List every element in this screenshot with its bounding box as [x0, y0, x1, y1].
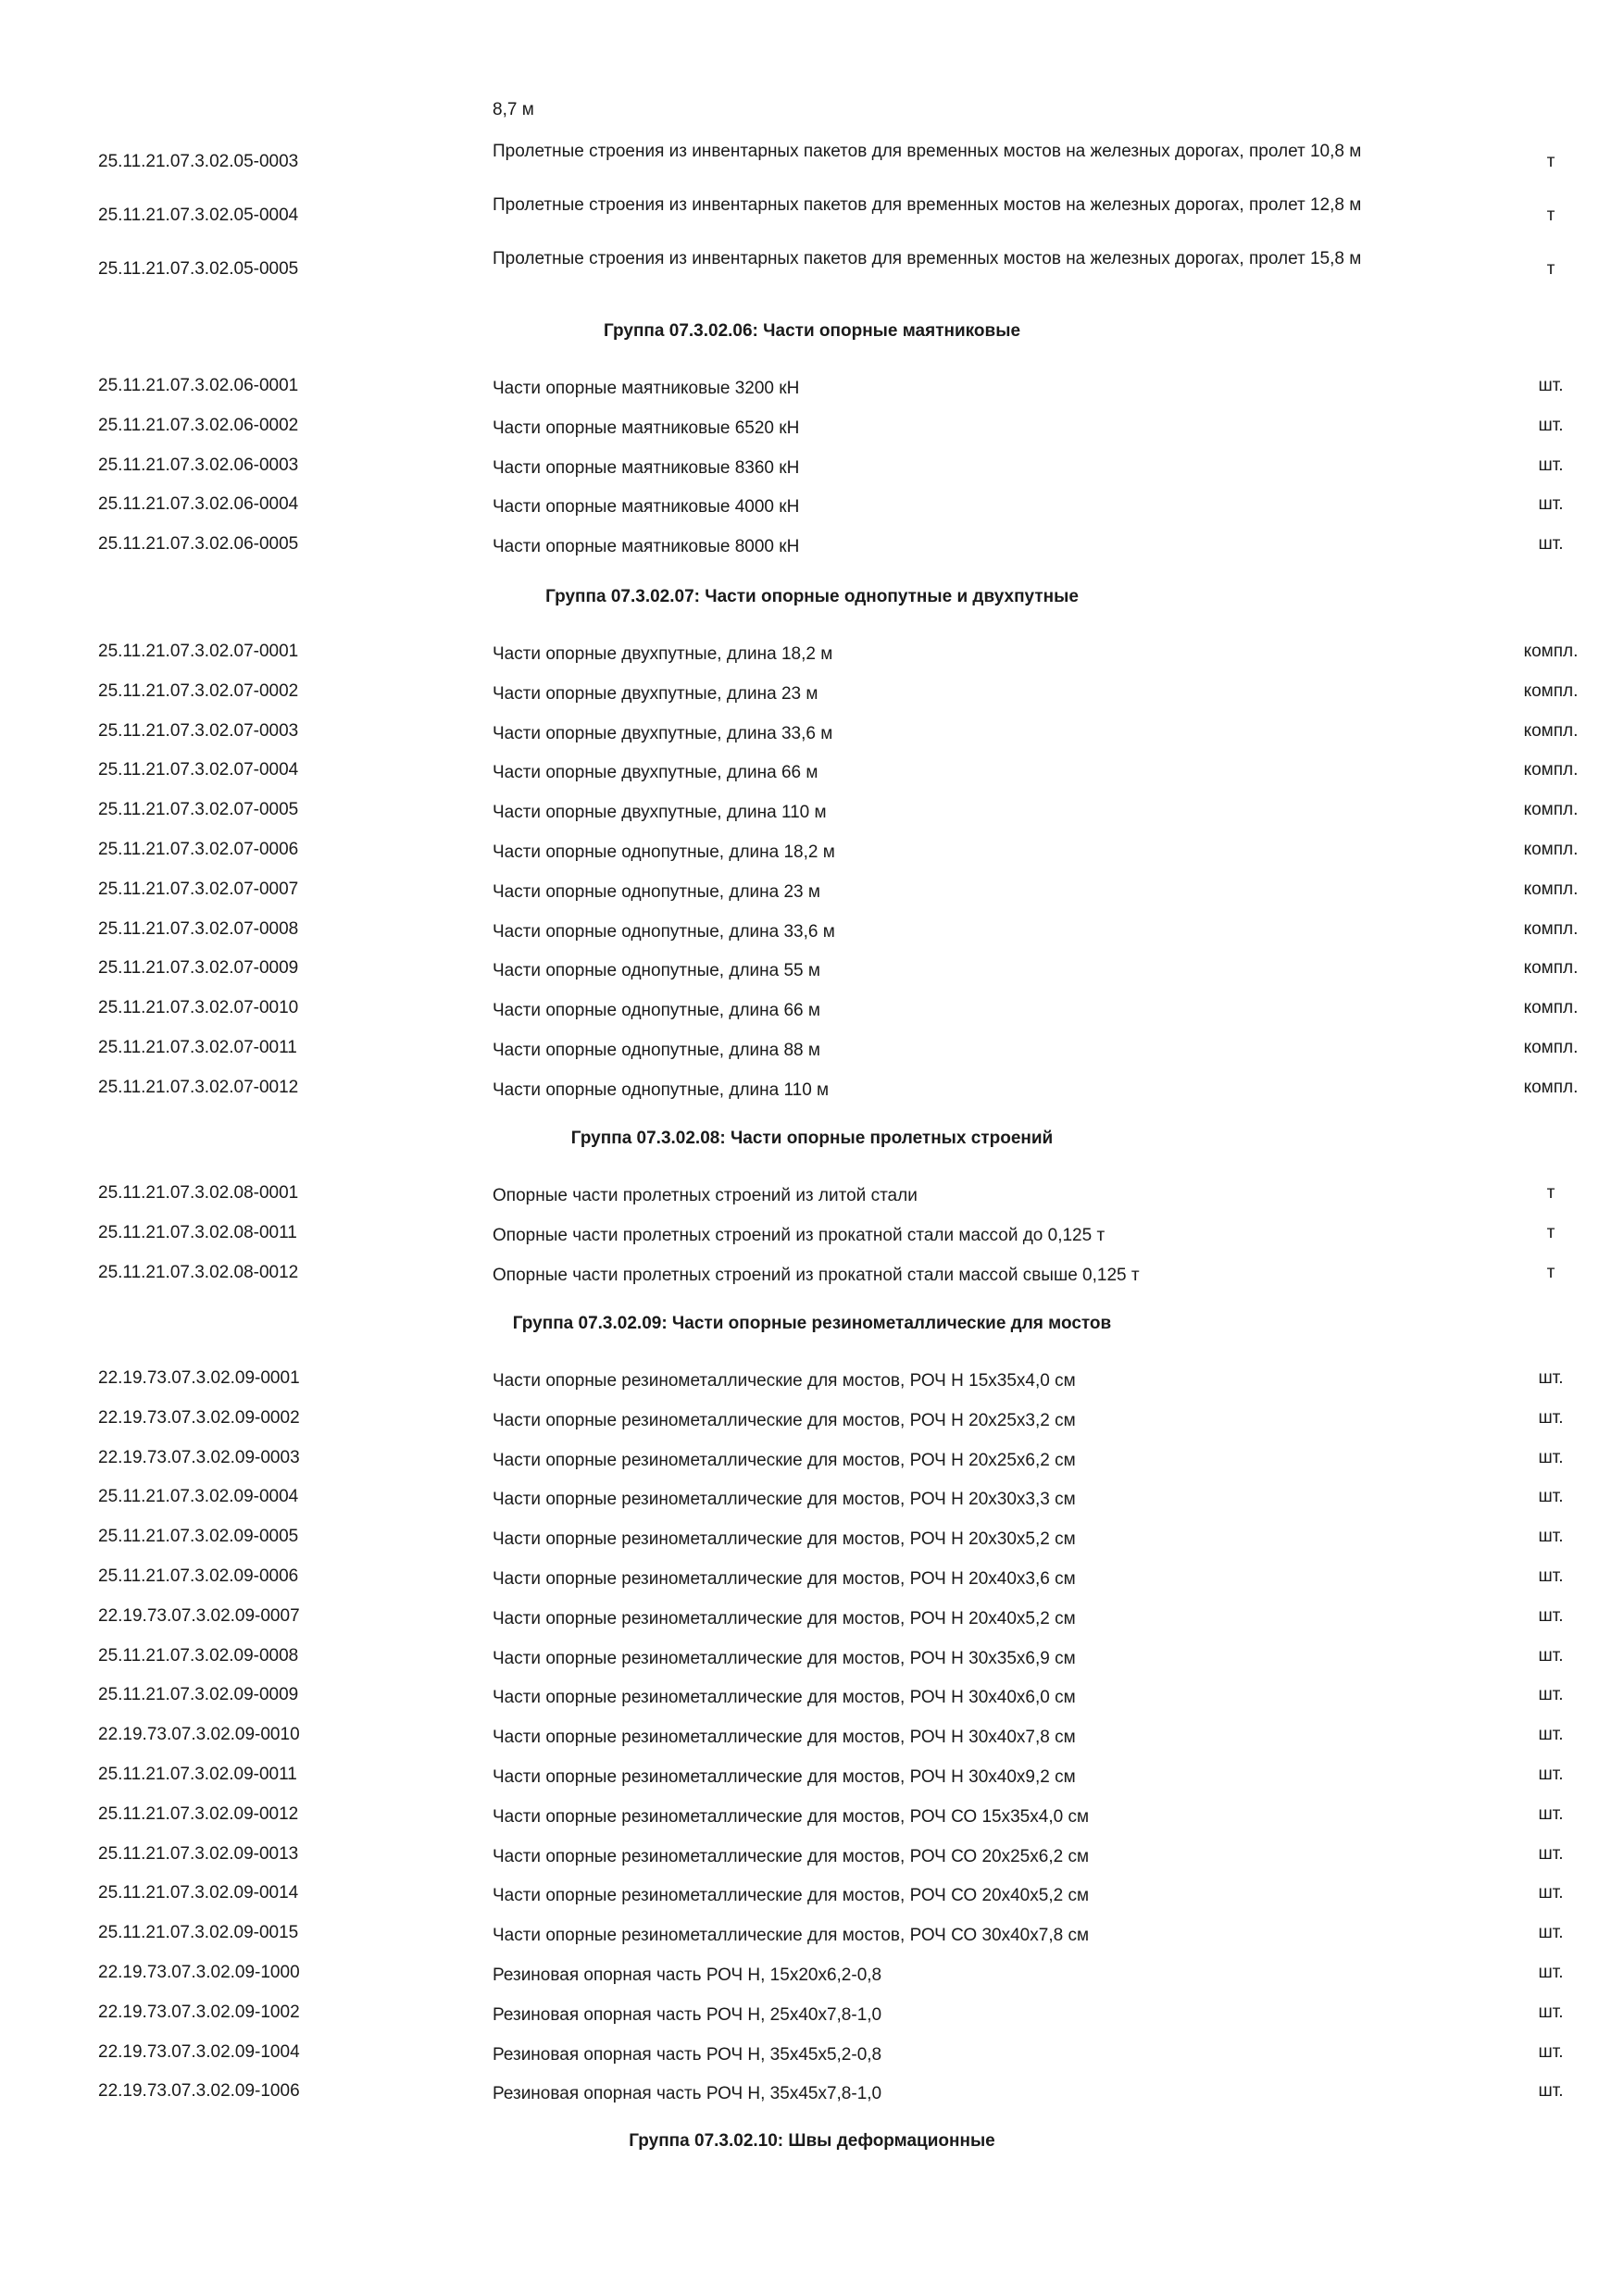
item-code: 22.19.73.07.3.02.09-1002 — [98, 2003, 300, 2022]
item-name: Части опорные резинометаллические для мостов, РОЧ Н 30x40x6,0 см — [493, 1688, 1076, 1707]
item-code: 22.19.73.07.3.02.09-1000 — [98, 1963, 300, 1982]
item-name: Части опорные резинометаллические для мостов, РОЧ СО 20x25x6,2 см — [493, 1847, 1090, 1866]
item-code: 25.11.21.07.3.02.07-0007 — [98, 880, 299, 899]
item-name: Части опорные резинометаллические для мостов, РОЧ Н 30x35x6,9 см — [493, 1649, 1076, 1668]
item-code: 25.11.21.07.3.02.09-0008 — [98, 1646, 299, 1666]
item-unit: т — [1546, 259, 1555, 279]
item-unit: шт. — [1538, 1844, 1564, 1864]
item-code: 25.11.21.07.3.02.09-0004 — [98, 1487, 299, 1506]
item-unit: шт. — [1538, 494, 1564, 514]
item-unit: шт. — [1538, 376, 1564, 395]
item-code: 25.11.21.07.3.02.06-0005 — [98, 534, 299, 554]
item-unit: компл. — [1523, 1078, 1579, 1097]
item-code: 22.19.73.07.3.02.09-0007 — [98, 1606, 300, 1626]
item-unit: шт. — [1538, 1725, 1564, 1744]
item-unit: компл. — [1523, 840, 1579, 859]
item-name: Части опорные резинометаллические для мостов, РОЧ Н 30x40x7,8 см — [493, 1728, 1076, 1747]
item-unit: компл. — [1523, 919, 1579, 939]
item-name: Части опорные маятниковые 3200 кН — [493, 379, 800, 398]
item-code: 25.11.21.07.3.02.07-0009 — [98, 958, 299, 978]
item-code: 25.11.21.07.3.02.08-0001 — [98, 1183, 299, 1203]
item-unit: шт. — [1538, 1606, 1564, 1626]
item-unit: т — [1546, 206, 1555, 225]
item-code: 25.11.21.07.3.02.09-0014 — [98, 1883, 299, 1903]
group-heading: Группа 07.3.02.08: Части опорные пролетных строений — [570, 1129, 1054, 1148]
item-unit: шт. — [1538, 455, 1564, 475]
item-code: 22.19.73.07.3.02.09-1006 — [98, 2081, 300, 2101]
item-name: Опорные части пролетных строений из прокатной стали массой до 0,125 т — [493, 1226, 1106, 1245]
item-code: 25.11.21.07.3.02.09-0015 — [98, 1923, 299, 1942]
item-name: Части опорные резинометаллические для мостов, РОЧ Н 20x30x5,2 см — [493, 1529, 1076, 1549]
item-name: Части опорные резинометаллические для мостов, РОЧ Н 20x30x3,3 см — [493, 1490, 1076, 1509]
item-name: Части опорные двухпутные, длина 110 м — [493, 803, 827, 822]
item-unit: шт. — [1538, 1963, 1564, 1982]
item-name: Части опорные двухпутные, длина 23 м — [493, 684, 818, 704]
item-code: 25.11.21.07.3.02.06-0004 — [98, 494, 299, 514]
item-unit: шт. — [1538, 2042, 1564, 2062]
item-code: 25.11.21.07.3.02.05-0003 — [98, 152, 299, 171]
item-unit: компл. — [1523, 1038, 1579, 1057]
item-code: 25.11.21.07.3.02.07-0008 — [98, 919, 299, 939]
item-unit: шт. — [1538, 1448, 1564, 1467]
item-code: 25.11.21.07.3.02.09-0012 — [98, 1804, 299, 1824]
item-code: 25.11.21.07.3.02.06-0002 — [98, 416, 299, 435]
item-code: 22.19.73.07.3.02.09-1004 — [98, 2042, 300, 2062]
item-code: 22.19.73.07.3.02.09-0010 — [98, 1725, 300, 1744]
item-unit: шт. — [1538, 1487, 1564, 1506]
item-unit: компл. — [1523, 880, 1579, 899]
item-name: Части опорные однопутные, длина 110 м — [493, 1080, 830, 1100]
item-name: Резиновая опорная часть РОЧ Н, 35x45x7,8-1,0 — [493, 2084, 882, 2103]
item-code: 25.11.21.07.3.02.07-0005 — [98, 800, 299, 819]
item-unit: компл. — [1523, 958, 1579, 978]
item-name: Части опорные резинометаллические для мостов, РОЧ Н 20x40x5,2 см — [493, 1609, 1076, 1628]
item-unit: шт. — [1538, 1765, 1564, 1784]
item-code: 22.19.73.07.3.02.09-0001 — [98, 1368, 300, 1388]
item-code: 25.11.21.07.3.02.08-0012 — [98, 1263, 299, 1282]
item-code: 25.11.21.07.3.02.07-0006 — [98, 840, 299, 859]
item-name: Части опорные однопутные, длина 18,2 м — [493, 842, 835, 862]
item-code: 25.11.21.07.3.02.09-0006 — [98, 1566, 299, 1586]
item-name: Части опорные однопутные, длина 55 м — [493, 961, 820, 980]
item-name: Части опорные однопутные, длина 88 м — [493, 1041, 820, 1060]
item-unit: т — [1546, 152, 1555, 171]
item-unit: т — [1546, 1263, 1555, 1282]
item-name: Пролетные строения из инвентарных пакетов для временных мостов на железных дорогах, пролет 15,8 м — [493, 249, 1362, 268]
item-name: Части опорные однопутные, длина 66 м — [493, 1001, 820, 1020]
item-code: 25.11.21.07.3.02.09-0005 — [98, 1527, 299, 1546]
item-name: Части опорные двухпутные, длина 18,2 м — [493, 644, 833, 664]
item-code: 25.11.21.07.3.02.08-0011 — [98, 1223, 297, 1242]
item-code: 25.11.21.07.3.02.09-0009 — [98, 1685, 299, 1704]
item-unit: компл. — [1523, 721, 1579, 741]
item-unit: шт. — [1538, 1566, 1564, 1586]
item-unit: компл. — [1523, 760, 1579, 780]
item-name: Части опорные двухпутные, длина 66 м — [493, 763, 818, 782]
item-code: 25.11.21.07.3.02.09-0013 — [98, 1844, 299, 1864]
item-unit: шт. — [1538, 2081, 1564, 2101]
item-code: 22.19.73.07.3.02.09-0003 — [98, 1448, 300, 1467]
item-name: Резиновая опорная часть РОЧ Н, 35x45x5,2-0,8 — [493, 2045, 882, 2065]
item-name: Части опорные резинометаллические для мостов, РОЧ Н 15x35x4,0 см — [493, 1371, 1076, 1391]
item-name: Части опорные маятниковые 6520 кН — [493, 418, 800, 438]
item-name: Части опорные резинометаллические для мостов, РОЧ СО 15x35x4,0 см — [493, 1807, 1090, 1827]
item-name: Части опорные резинометаллические для мостов, РОЧ Н 20x25x3,2 см — [493, 1411, 1076, 1430]
item-code: 25.11.21.07.3.02.07-0012 — [98, 1078, 299, 1097]
item-unit: компл. — [1523, 800, 1579, 819]
item-code: 22.19.73.07.3.02.09-0002 — [98, 1408, 300, 1428]
item-unit: шт. — [1538, 1527, 1564, 1546]
item-unit: т — [1546, 1183, 1555, 1203]
item-name: Части опорные резинометаллические для мостов, РОЧ СО 20x40x5,2 см — [493, 1886, 1090, 1905]
item-code: 25.11.21.07.3.02.09-0011 — [98, 1765, 297, 1784]
item-unit: шт. — [1538, 416, 1564, 435]
continuation-text: 8,7 м — [493, 100, 534, 119]
item-code: 25.11.21.07.3.02.07-0010 — [98, 998, 299, 1017]
item-unit: шт. — [1538, 1646, 1564, 1666]
item-name: Резиновая опорная часть РОЧ Н, 15x20x6,2-0,8 — [493, 1965, 882, 1985]
item-unit: т — [1546, 1223, 1555, 1242]
item-unit: шт. — [1538, 2003, 1564, 2022]
item-unit: шт. — [1538, 1408, 1564, 1428]
item-code: 25.11.21.07.3.02.05-0004 — [98, 206, 299, 225]
item-name: Опорные части пролетных строений из литой стали — [493, 1186, 918, 1205]
item-unit: шт. — [1538, 1883, 1564, 1903]
item-name: Части опорные маятниковые 8000 кН — [493, 537, 800, 556]
item-code: 25.11.21.07.3.02.07-0003 — [98, 721, 299, 741]
item-name: Опорные части пролетных строений из прокатной стали массой свыше 0,125 т — [493, 1266, 1140, 1285]
item-code: 25.11.21.07.3.02.07-0011 — [98, 1038, 297, 1057]
item-name: Части опорные маятниковые 4000 кН — [493, 497, 800, 517]
item-name: Пролетные строения из инвентарных пакетов для временных мостов на железных дорогах, пролет 12,8 м — [493, 195, 1362, 215]
item-unit: шт. — [1538, 1685, 1564, 1704]
item-name: Части опорные двухпутные, длина 33,6 м — [493, 724, 833, 743]
group-heading: Группа 07.3.02.10: Швы деформационные — [629, 2131, 995, 2151]
item-code: 25.11.21.07.3.02.06-0001 — [98, 376, 299, 395]
item-code: 25.11.21.07.3.02.05-0005 — [98, 259, 299, 279]
item-unit: компл. — [1523, 642, 1579, 661]
item-code: 25.11.21.07.3.02.07-0002 — [98, 681, 299, 701]
item-name: Резиновая опорная часть РОЧ Н, 25x40x7,8-1,0 — [493, 2005, 882, 2025]
item-name: Пролетные строения из инвентарных пакетов для временных мостов на железных дорогах, пролет 10,8 м — [493, 142, 1362, 161]
item-unit: шт. — [1538, 534, 1564, 554]
group-heading: Группа 07.3.02.09: Части опорные резинометаллические для мостов — [512, 1314, 1112, 1333]
item-code: 25.11.21.07.3.02.07-0004 — [98, 760, 299, 780]
item-unit: компл. — [1523, 681, 1579, 701]
item-name: Части опорные резинометаллические для мостов, РОЧ Н 30x40x9,2 см — [493, 1767, 1076, 1787]
item-name: Части опорные маятниковые 8360 кН — [493, 458, 800, 478]
item-unit: шт. — [1538, 1368, 1564, 1388]
item-unit: шт. — [1538, 1923, 1564, 1942]
item-unit: шт. — [1538, 1804, 1564, 1824]
item-name: Части опорные резинометаллические для мостов, РОЧ СО 30x40x7,8 см — [493, 1926, 1090, 1945]
group-heading: Группа 07.3.02.06: Части опорные маятниковые — [603, 321, 1021, 341]
group-heading: Группа 07.3.02.07: Части опорные однопутные и двухпутные — [545, 587, 1079, 606]
item-name: Части опорные однопутные, длина 23 м — [493, 882, 820, 902]
item-code: 25.11.21.07.3.02.06-0003 — [98, 455, 299, 475]
item-name: Части опорные резинометаллические для мостов, РОЧ Н 20x25x6,2 см — [493, 1451, 1076, 1470]
item-name: Части опорные однопутные, длина 33,6 м — [493, 922, 835, 942]
item-name: Части опорные резинометаллические для мостов, РОЧ Н 20x40x3,6 см — [493, 1569, 1076, 1589]
item-unit: компл. — [1523, 998, 1579, 1017]
item-code: 25.11.21.07.3.02.07-0001 — [98, 642, 299, 661]
